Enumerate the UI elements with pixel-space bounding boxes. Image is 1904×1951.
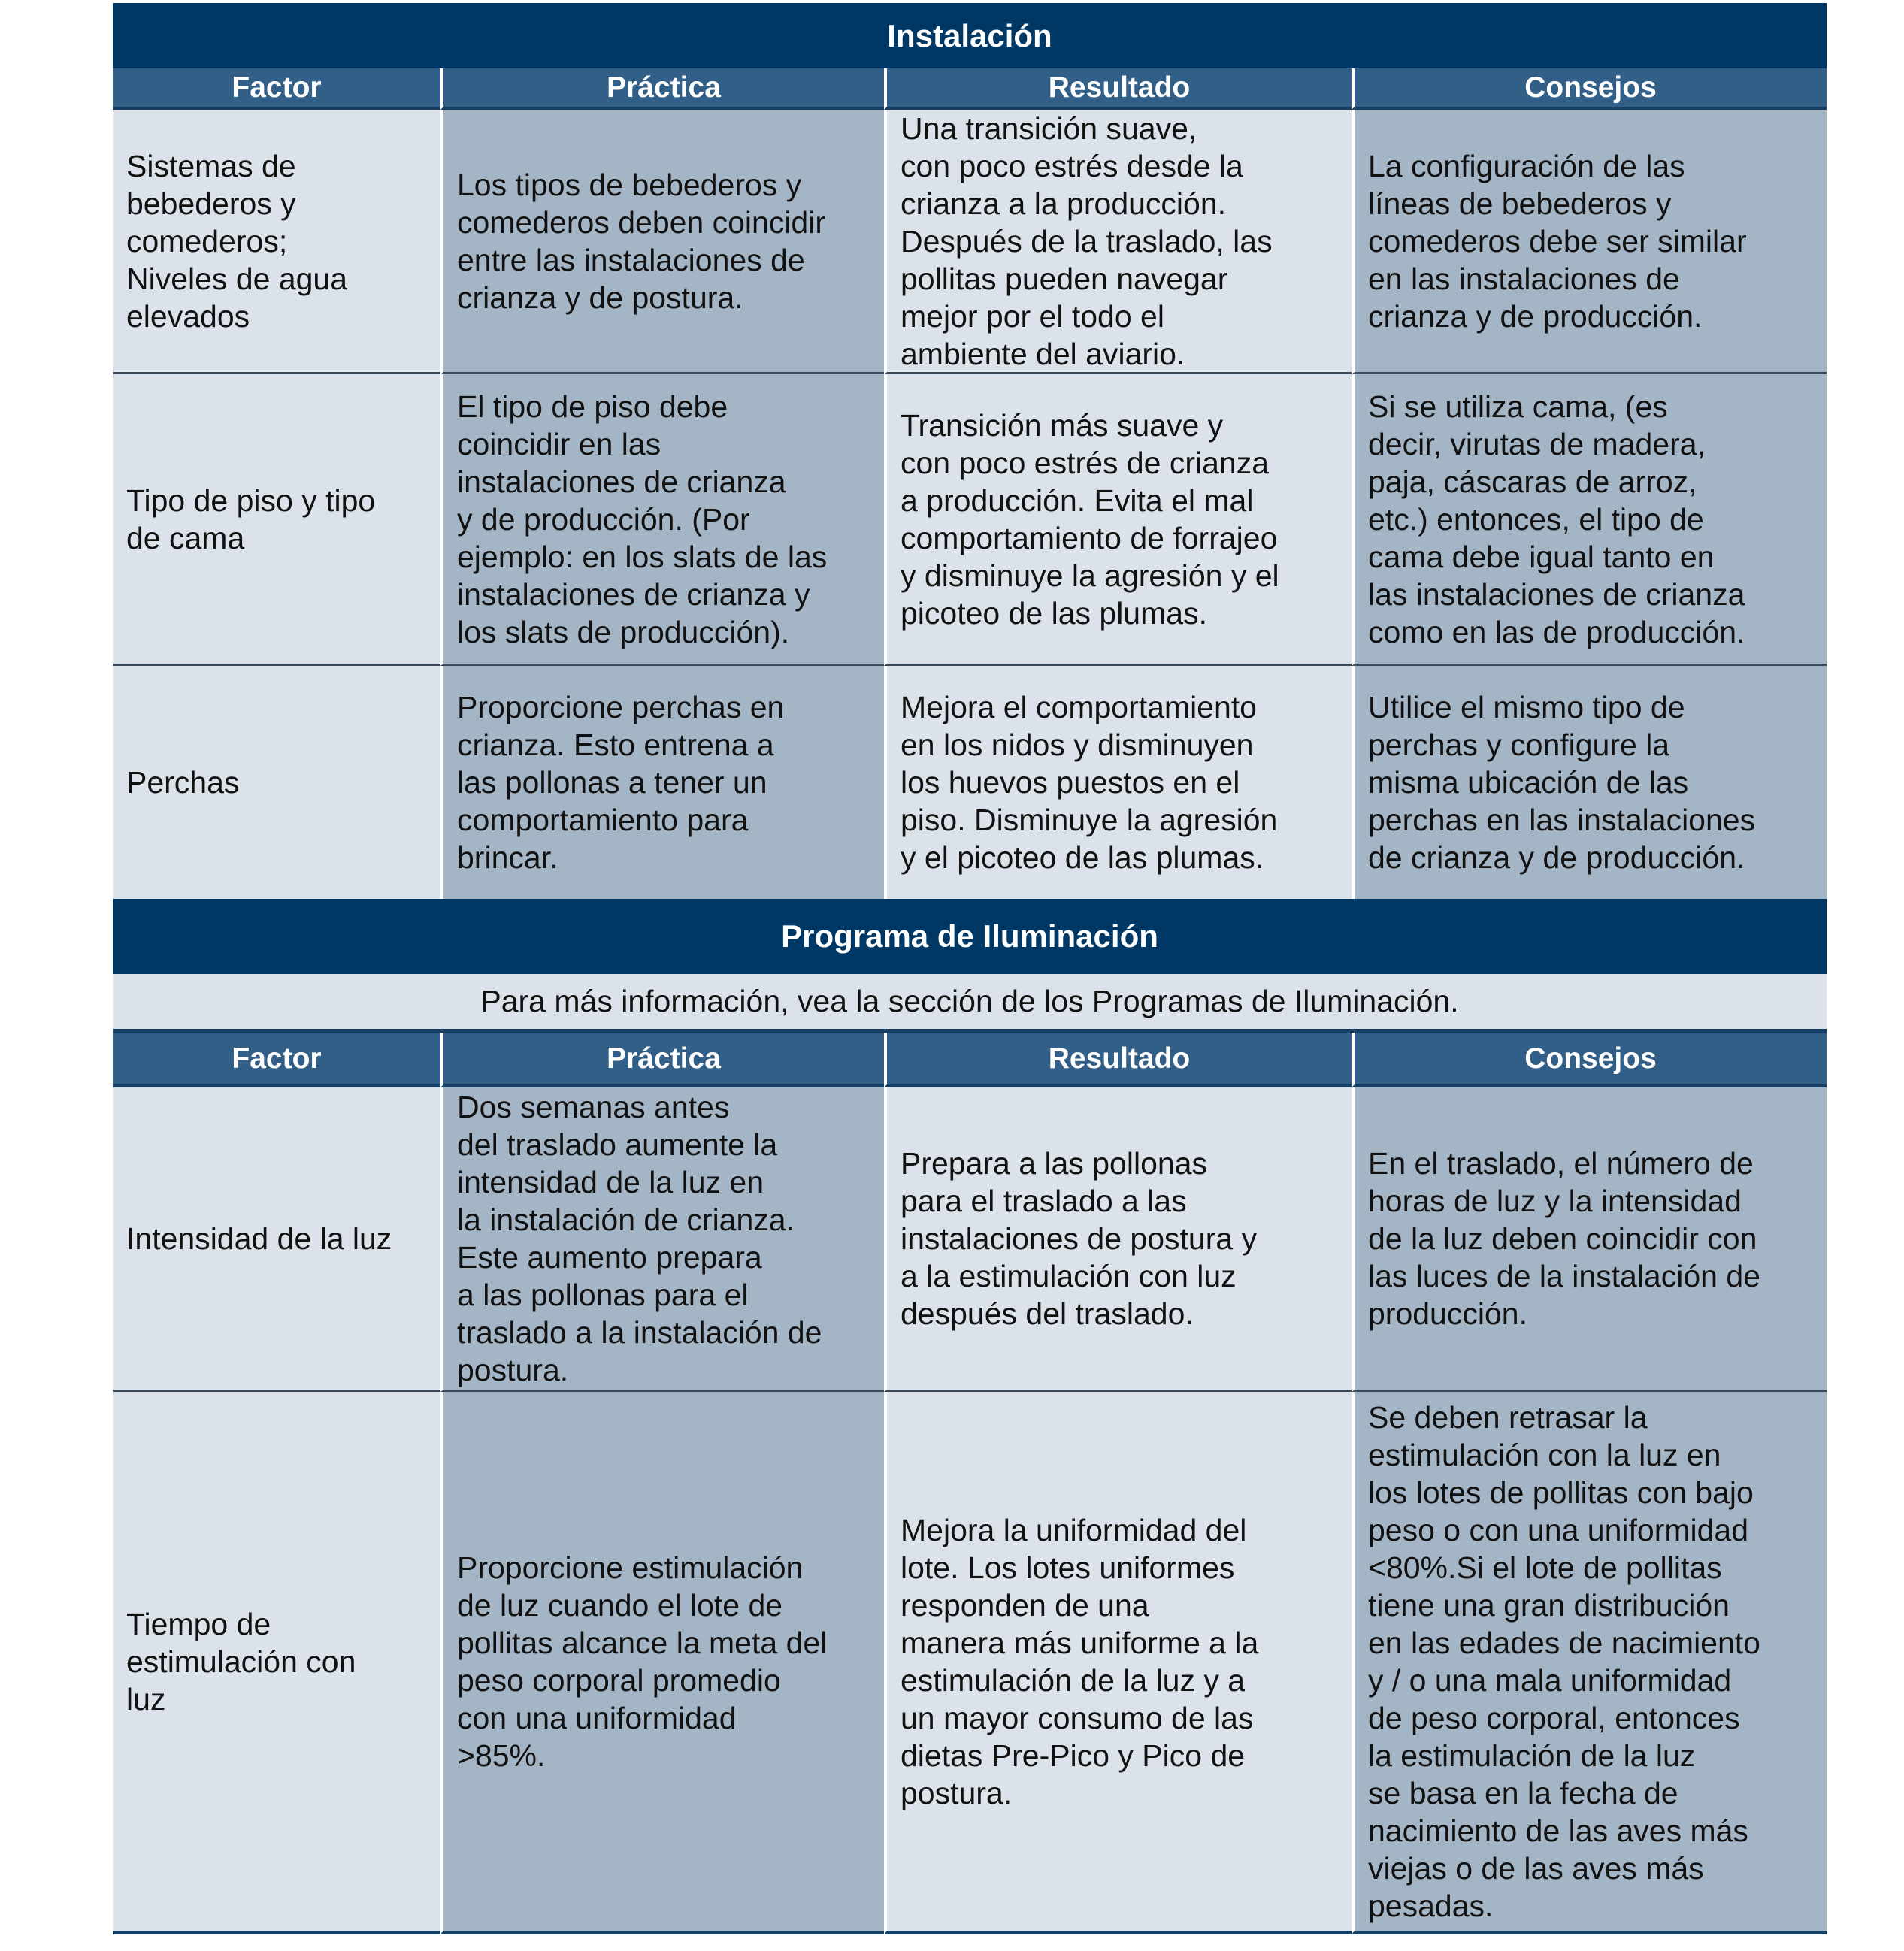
- cell-resultado: Mejora el comportamiento en los nidos y disminuyen los huevos puestos en el piso. Disminuye la agresión y el picoteo de las plumas.: [884, 666, 1352, 899]
- document-table: [113, 3, 1827, 1948]
- cell-consejos: En el traslado, el número de horas de luz y la intensidad de la luz deben coincidir con las luces de la instalación de producción.: [1352, 1087, 1827, 1392]
- header-resultado: Resultado: [884, 1033, 1352, 1087]
- cell-consejos: Se deben retrasar la estimulación con la luz en los lotes de pollitas con bajo peso o con una uniformidad <80%.Si el lote de pollitas tiene una gran distribución en las edades de nacimiento y / o una mala uniformidad de peso corporal, entonces la estimulación de la luz se basa en la fecha de nacimiento de las aves más viejas o de las aves más pesadas.: [1352, 1392, 1827, 1934]
- cell-practica: El tipo de piso debe coincidir en las instalaciones de crianza y de producción. (Por ejemplo: en los slats de las instalaciones de crianza y los slats de producción).: [440, 374, 884, 666]
- cell-consejos: La configuración de las líneas de bebederos y comederos debe ser similar en las instalaciones de crianza y de producción.: [1352, 110, 1827, 374]
- section-note: Para más información, vea la sección de los Programas de Iluminación.: [113, 974, 1827, 1033]
- cell-resultado: Mejora la uniformidad del lote. Los lotes uniformes responden de una manera más uniforme a la estimulación de la luz y a un mayor consumo de las dietas Pre-Pico y Pico de postura.: [884, 1392, 1352, 1934]
- cell-resultado: Prepara a las pollonas para el traslado a las instalaciones de postura y a la estimulación con luz después del traslado.: [884, 1087, 1352, 1392]
- cell-practica: Dos semanas antes del traslado aumente la intensidad de la luz en la instalación de crianza. Este aumento prepara a las pollonas para el traslado a la instalación de postura.: [440, 1087, 884, 1392]
- cell-factor: Intensidad de la luz: [113, 1087, 440, 1392]
- header-practica: Práctica: [440, 1033, 884, 1087]
- header-factor: Factor: [113, 68, 440, 110]
- cell-practica: Los tipos de bebederos y comederos deben coincidir entre las instalaciones de crianza y de postura.: [440, 110, 884, 374]
- header-resultado: Resultado: [884, 68, 1352, 110]
- cell-practica: Proporcione perchas en crianza. Esto entrena a las pollonas a tener un comportamiento para brincar.: [440, 666, 884, 899]
- header-practica: Práctica: [440, 68, 884, 110]
- cell-factor: Tipo de piso y tipo de cama: [113, 374, 440, 666]
- section-title-instalacion: Instalación: [113, 3, 1827, 68]
- cell-resultado: Una transición suave, con poco estrés desde la crianza a la producción. Después de la traslado, las pollitas pueden navegar mejor por el todo el ambiente del aviario.: [884, 110, 1352, 374]
- cell-consejos: Si se utiliza cama, (es decir, virutas de madera, paja, cáscaras de arroz, etc.) entonces, el tipo de cama debe igual tanto en las instalaciones de crianza como en las de producción.: [1352, 374, 1827, 666]
- cell-practica: Proporcione estimulación de luz cuando el lote de pollitas alcance la meta del peso corporal promedio con una uniformidad >85%.: [440, 1392, 884, 1934]
- header-factor: Factor: [113, 1033, 440, 1087]
- cell-resultado: Transición más suave y con poco estrés de crianza a producción. Evita el mal comportamiento de forrajeo y disminuye la agresión y el picoteo de las plumas.: [884, 374, 1352, 666]
- cell-factor: Tiempo de estimulación con luz: [113, 1392, 440, 1934]
- cell-factor: Perchas: [113, 666, 440, 899]
- cell-factor: Sistemas de bebederos y comederos; Niveles de agua elevados: [113, 110, 440, 374]
- header-consejos: Consejos: [1352, 1033, 1827, 1087]
- section-title-iluminacion: Programa de Iluminación: [113, 899, 1827, 974]
- cell-consejos: Utilice el mismo tipo de perchas y configure la misma ubicación de las perchas en las instalaciones de crianza y de producción.: [1352, 666, 1827, 899]
- header-consejos: Consejos: [1352, 68, 1827, 110]
